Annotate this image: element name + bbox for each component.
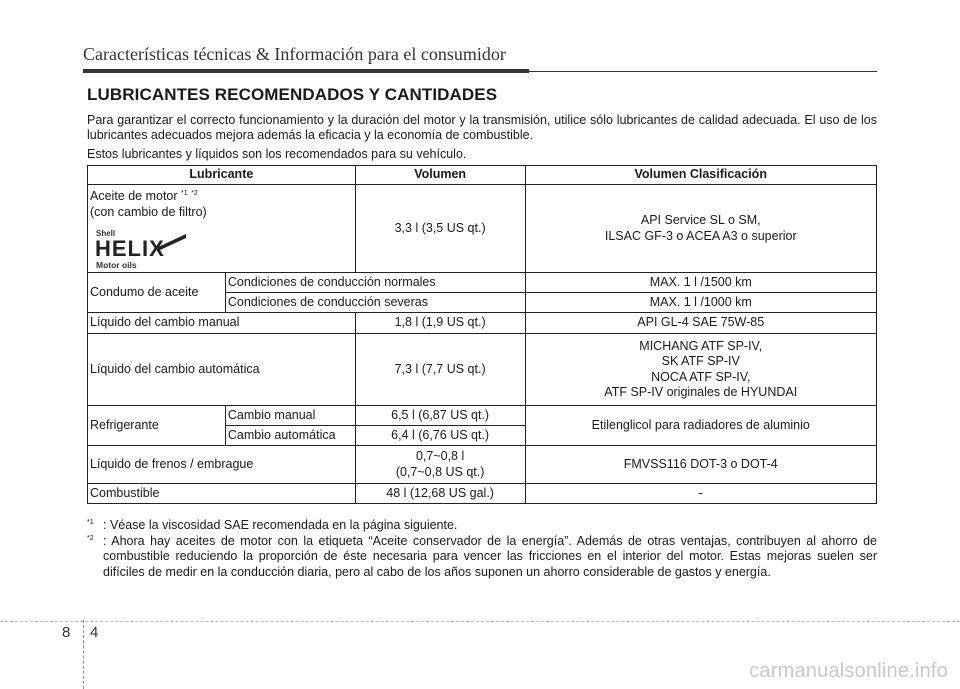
intro-paragraph: Para garantizar el correcto funcionamiento y la duración del motor y la transmisión, utilice sólo lubricantes de calidad adecuada. El uso de los lubricantes adecuados mejora además la eficacia y la economía de combustible. <box>87 113 877 142</box>
engine-oil-spec-line: ILSAC GF-3 o ACEA A3 o superior <box>604 228 797 243</box>
auto-fluid-volume: 7,3 l (7,7 US qt.) <box>355 334 525 406</box>
footer-divider <box>0 621 960 622</box>
page-number: 4 <box>90 624 99 641</box>
shell-helix-logo <box>94 226 190 270</box>
auto-fluid-spec-line: ATF SP-IV originales de HYUNDAI <box>604 385 798 399</box>
section-title: LUBRICANTES RECOMENDADOS Y CANTIDADES <box>87 85 498 104</box>
footnotes <box>87 518 877 580</box>
footnote-mark: *2 <box>87 534 94 542</box>
intro-paragraph: Estos lubricantes y líquidos son los recomendados para su vehículo. <box>87 147 467 161</box>
footnote <box>87 534 877 581</box>
coolant-spec: Etilenglicol para radiadores de aluminio <box>525 406 877 446</box>
brake-fluid-label: Líquido de frenos / embrague <box>88 446 356 484</box>
brake-volume-line: (0,7~0,8 US qt.) <box>395 464 485 479</box>
auto-fluid-spec-line: MICHANG ATF SP-IV, <box>639 338 763 353</box>
page-number-divider <box>83 620 84 689</box>
footnote-mark-2: *2 <box>191 189 198 197</box>
coolant-volume: 6,5 l (6,87 US qt.) <box>355 406 525 426</box>
consumption-spec: MAX. 1 l /1000 km <box>525 293 877 313</box>
table-row <box>88 406 877 426</box>
oil-consumption-label: Condumo de aceite <box>88 273 226 313</box>
manual-fluid-label: Líquido del cambio manual <box>88 313 356 334</box>
col-header-clasificacion: Volumen Clasificación <box>525 166 877 185</box>
brake-volume-line: 0,7~0,8 l <box>415 449 465 463</box>
table-row <box>88 313 877 334</box>
manual-fluid-volume: 1,8 l (1,9 US qt.) <box>355 313 525 334</box>
col-header-lubricante: Lubricante <box>88 166 356 185</box>
table-row <box>88 446 877 484</box>
fuel-volume: 48 l (12,68 US gal.) <box>355 484 525 504</box>
engine-oil-spec <box>525 185 877 273</box>
table-header-row <box>88 166 877 185</box>
brake-fluid-spec: FMVSS116 DOT-3 o DOT-4 <box>525 446 877 484</box>
footnote-mark: *1 <box>87 518 94 526</box>
table-row <box>88 185 877 273</box>
logo-tagline: Motor oils <box>96 260 137 270</box>
intro-text <box>87 113 877 162</box>
footnote-text: : Véase la viscosidad SAE recomendada en la página siguiente. <box>103 518 458 532</box>
condition-cell: Condiciones de conducción normales <box>225 273 525 293</box>
engine-oil-sublabel: (con cambio de filtro) <box>90 204 207 219</box>
fuel-spec: - <box>525 484 877 504</box>
table-row <box>88 273 877 293</box>
footnote-text: : Ahora hay aceites de motor con la etiqueta “Aceite conservador de la energía”. Además de otras ventajas, contribuyen al ahorro de combustible reduciendo la proporción de éste necesaria para vencer las fricciones en el interior del motor. Estas mejoras suelen ser difíciles de medir en la conducción diaria, pero al cabo de los años suponen un ahorro considerable de gastos y energía. <box>103 533 877 579</box>
brake-fluid-volume <box>355 446 525 484</box>
coolant-type: Cambio automática <box>225 426 355 446</box>
logo-product: HELIX <box>95 236 165 261</box>
condition-cell: Condiciones de conducción severas <box>225 293 525 313</box>
auto-fluid-spec-line: SK ATF SP-IV <box>661 354 740 368</box>
logo-brand: Shell <box>96 229 116 238</box>
table-row <box>88 334 877 406</box>
consumption-spec: MAX. 1 l /1500 km <box>525 273 877 293</box>
lubricants-table <box>87 165 877 504</box>
engine-oil-cell <box>88 185 356 273</box>
auto-fluid-spec <box>525 334 877 406</box>
watermark: carmanualsonline.info <box>749 660 948 682</box>
manual-fluid-spec: API GL-4 SAE 75W-85 <box>525 313 877 334</box>
coolant-type: Cambio manual <box>225 406 355 426</box>
header-rule-thick <box>83 69 529 73</box>
engine-oil-label: Aceite de motor <box>90 189 182 203</box>
coolant-volume: 6,4 l (6,76 US qt.) <box>355 426 525 446</box>
table-row <box>88 484 877 504</box>
engine-oil-volume: 3,3 l (3,5 US qt.) <box>355 185 525 273</box>
coolant-label: Refrigerante <box>88 406 226 446</box>
footnote-mark-1: *1 <box>181 189 188 197</box>
auto-fluid-spec-line: NOCA ATF SP-IV, <box>651 369 751 384</box>
footnote <box>87 518 877 534</box>
col-header-volumen: Volumen <box>355 166 525 185</box>
chapter-number: 8 <box>62 624 71 641</box>
auto-fluid-label: Líquido del cambio automática <box>88 334 356 406</box>
header-rule-thin <box>529 71 877 72</box>
fuel-label: Combustible <box>88 484 356 504</box>
running-header: Características técnicas & Información para el consumidor <box>83 44 506 64</box>
engine-oil-spec-line: API Service SL o SM, <box>640 213 761 227</box>
